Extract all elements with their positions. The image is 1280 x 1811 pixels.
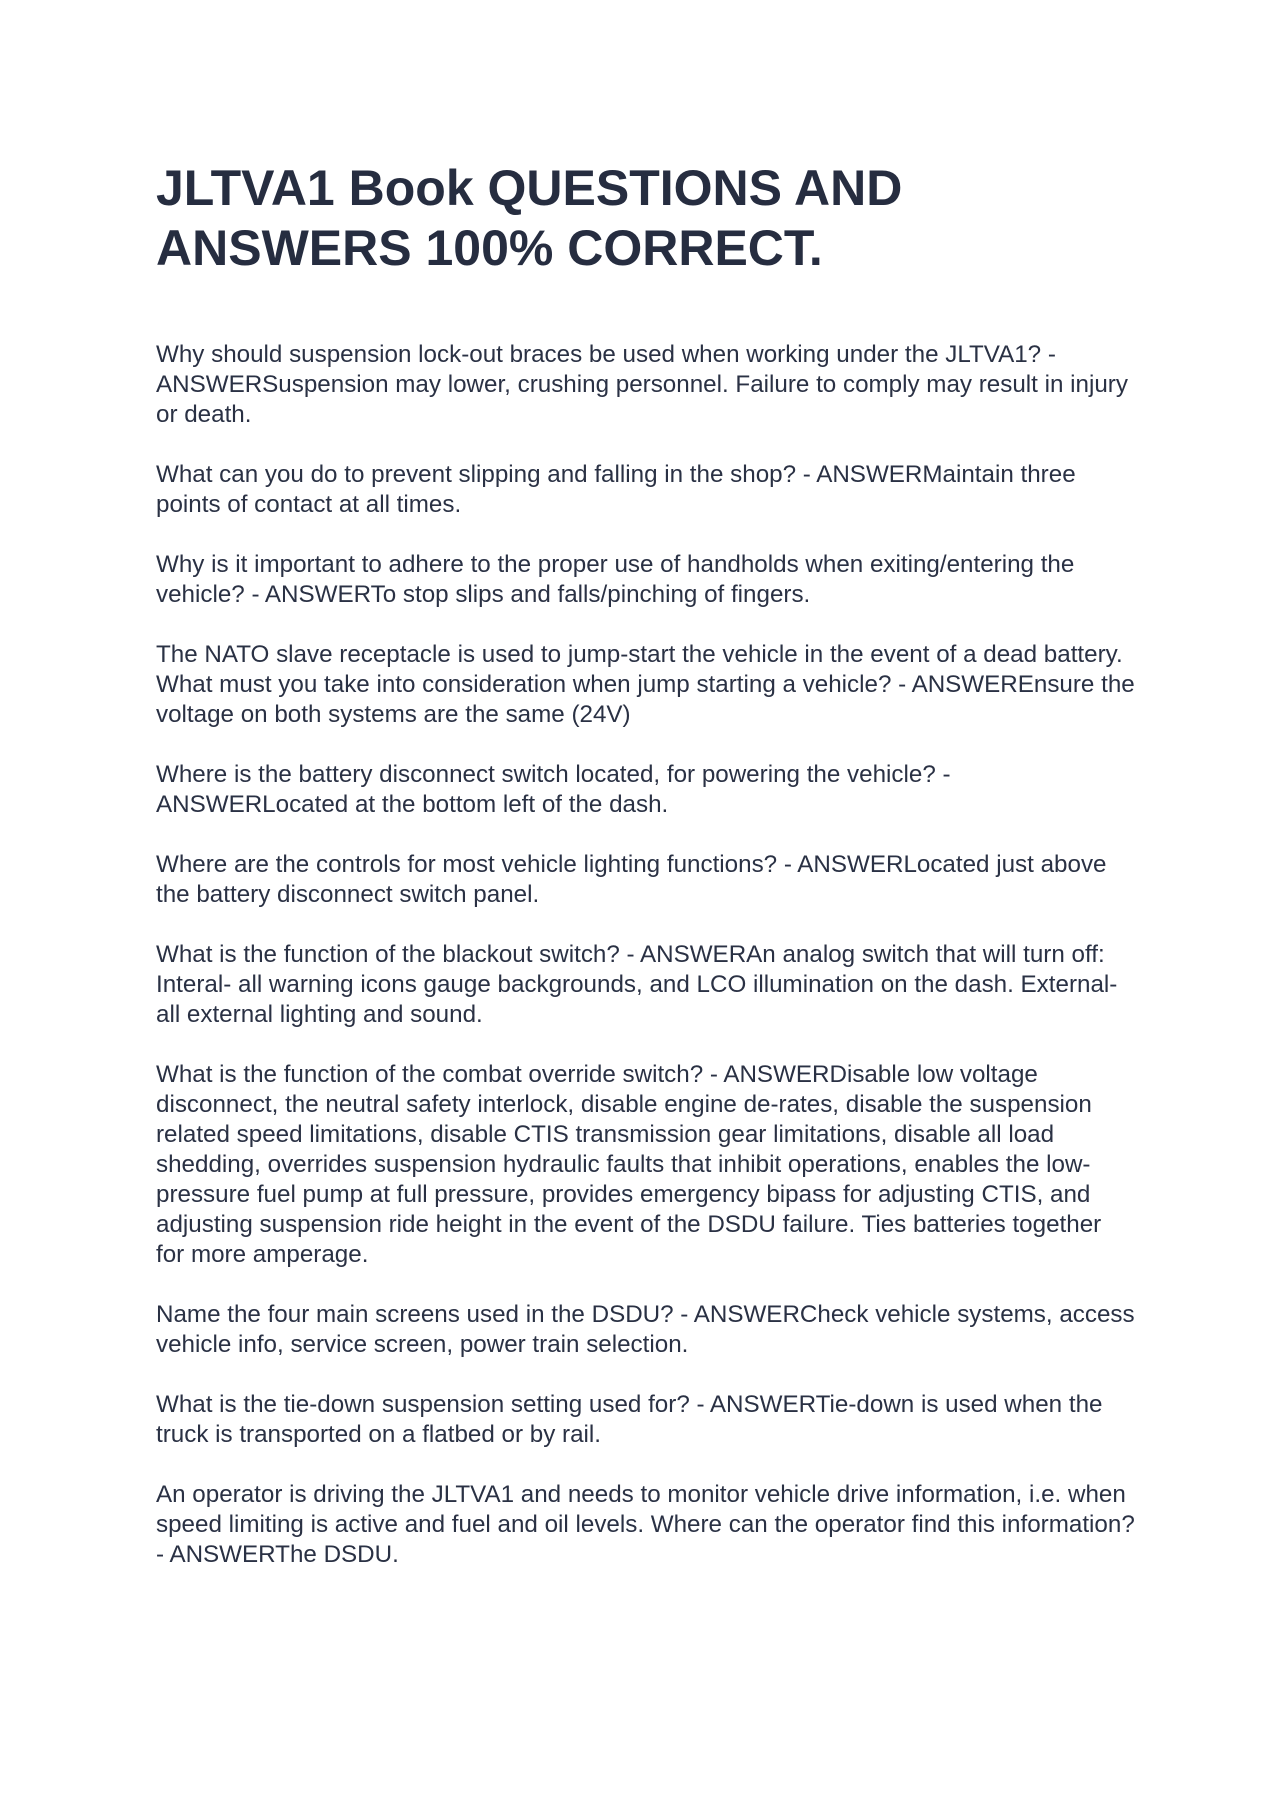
qa-item: Where are the controls for most vehicle lighting functions? - ANSWERLocated just above the battery disconnect switch panel. <box>156 851 1107 908</box>
qa-item: What is the function of the blackout switch? - ANSWERAn analog switch that will turn off: Interal- all warning icons gauge backgrounds, and LCO illumination on the dash. External- all external lighting and sound. <box>156 941 1118 1028</box>
qa-item: An operator is driving the JLTVA1 and needs to monitor vehicle drive information, i.e. when speed limiting is active and fuel and oil levels. Where can the operator find this information? - ANSWERThe DSDU. <box>156 1481 1135 1568</box>
qa-item: Why should suspension lock-out braces be used when working under the JLTVA1? - ANSWERSuspension may lower, crushing personnel. Failure to comply may result in injury or death. <box>156 341 1128 428</box>
qa-item: What can you do to prevent slipping and falling in the shop? - ANSWERMaintain three points of contact at all times. <box>156 461 1076 518</box>
qa-item: Name the four main screens used in the DSDU? - ANSWERCheck vehicle systems, access vehicle info, service screen, power train selection. <box>156 1301 1135 1358</box>
qa-item: Why is it important to adhere to the proper use of handholds when exiting/entering the vehicle? - ANSWERTo stop slips and falls/pinching of fingers. <box>156 551 1075 608</box>
qa-item: What is the tie-down suspension setting used for? - ANSWERTie-down is used when the truck is transported on a flatbed or by rail. <box>156 1391 1103 1448</box>
qa-item: Where is the battery disconnect switch located, for powering the vehicle? - ANSWERLocated at the bottom left of the dash. <box>156 761 951 818</box>
qa-item: The NATO slave receptacle is used to jump-start the vehicle in the event of a dead battery. What must you take into consideration when jump starting a vehicle? - ANSWEREnsure the voltage on both systems are the same (24V) <box>156 641 1135 728</box>
document-page <box>156 158 1136 1600</box>
document-title: JLTVA1 Book QUESTIONS AND ANSWERS 100% CORRECT. <box>156 160 903 276</box>
qa-list <box>156 340 1136 1570</box>
qa-item: What is the function of the combat override switch? - ANSWERDisable low voltage disconnect, the neutral safety interlock, disable engine de-rates, disable the suspension related speed limitations, disable CTIS transmission gear limitations, disable all load shedding, overrides suspension hydraulic faults that inhibit operations, enables the low-pressure fuel pump at full pressure, provides emergency bipass for adjusting CTIS, and adjusting suspension ride height in the event of the DSDU failure. Ties batteries together for more amperage. <box>156 1061 1102 1268</box>
